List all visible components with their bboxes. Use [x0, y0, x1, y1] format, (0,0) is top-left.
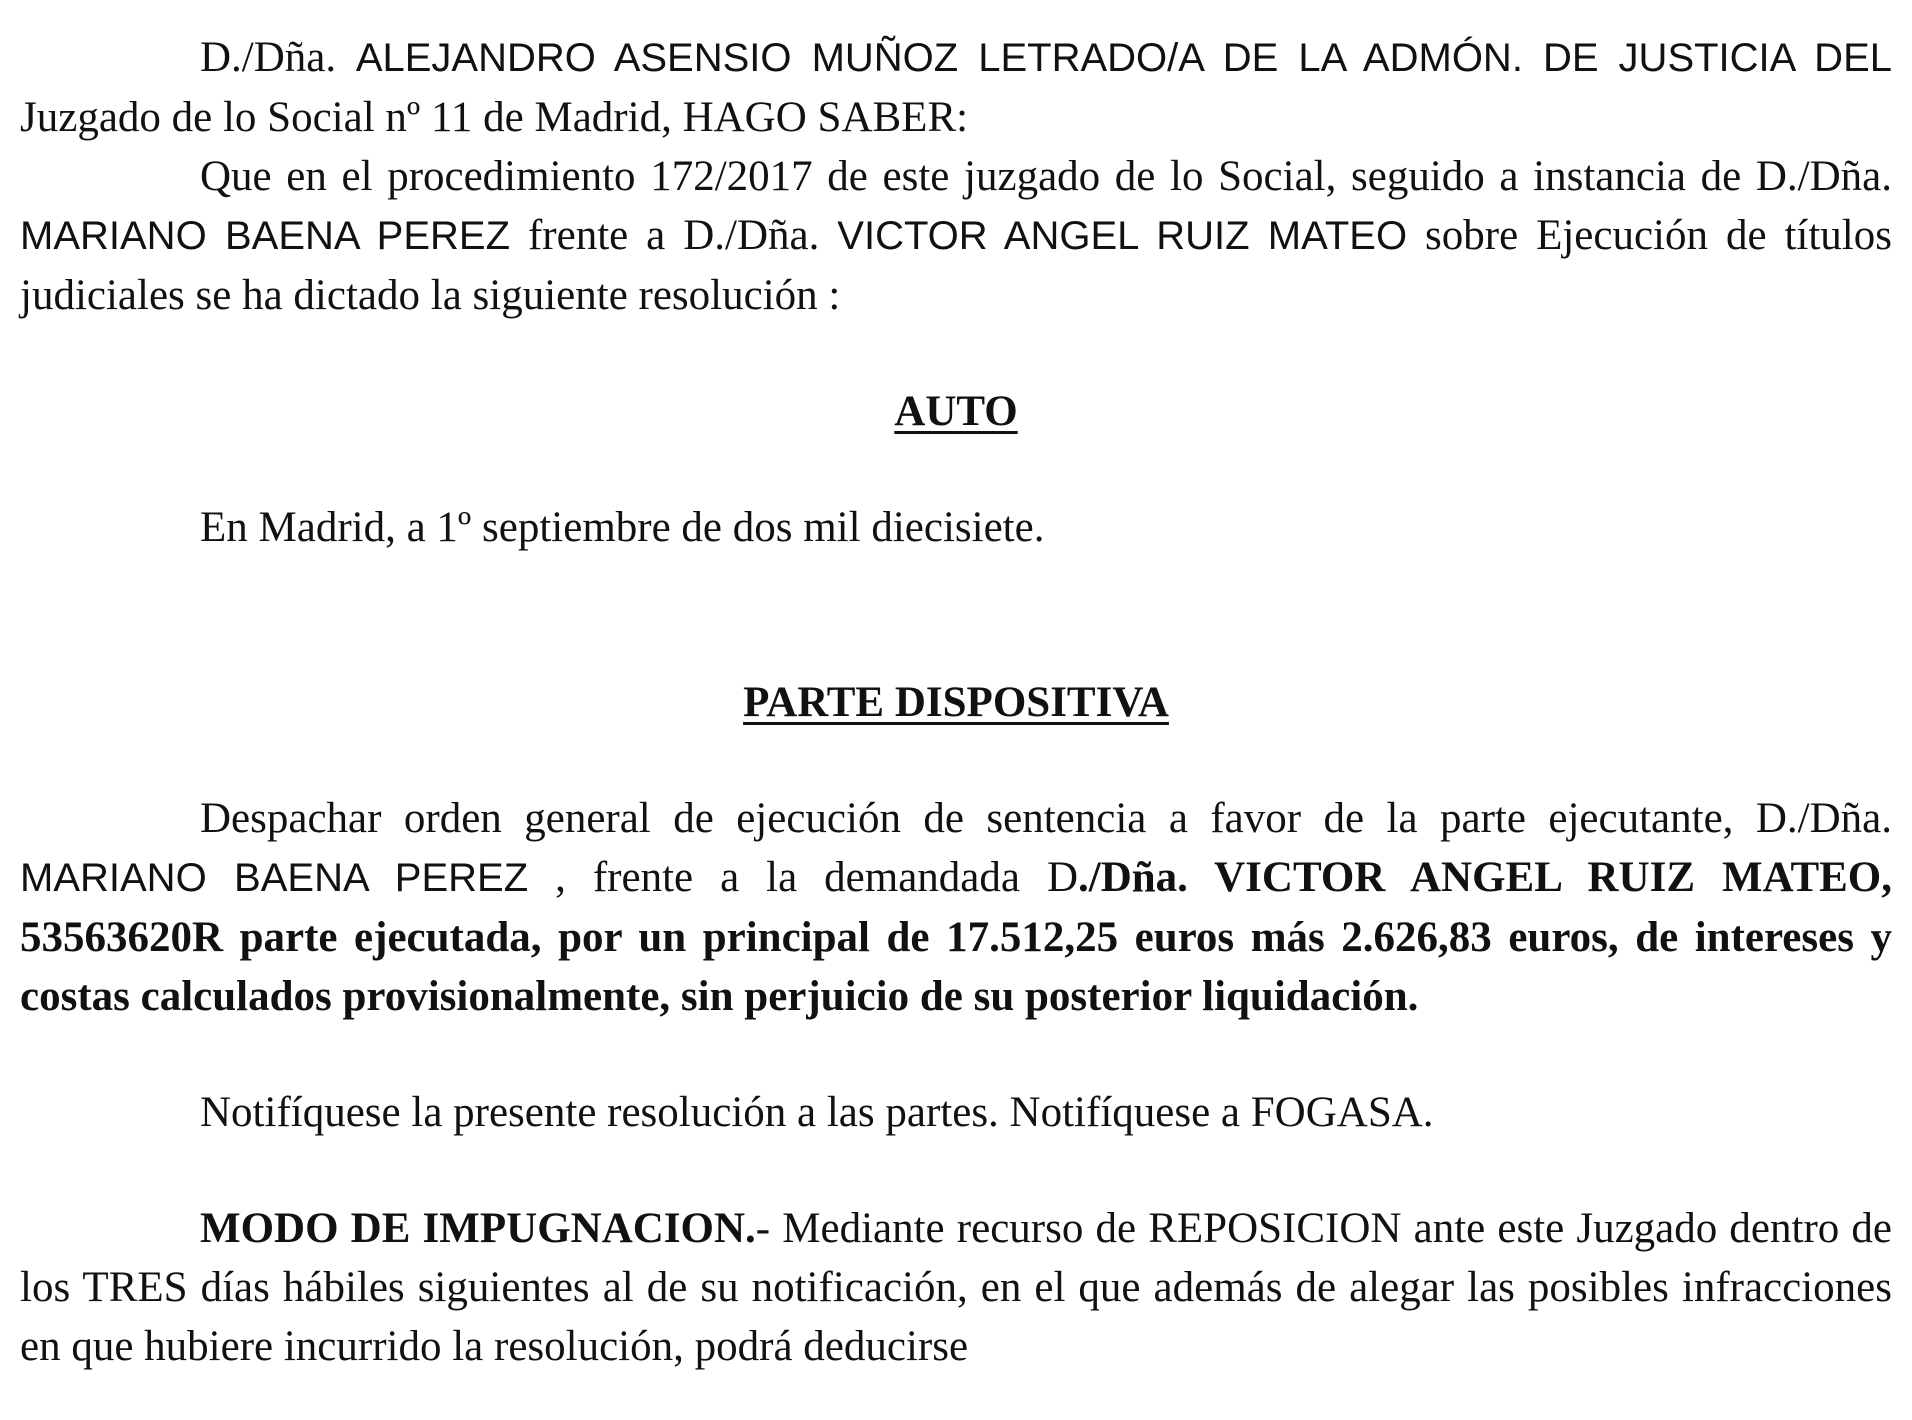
- dispositiva-bold: ./Dña. VICTOR ANGEL RUIZ MATEO, 53563620R parte ejecutada, por un principal de 17.512,25 euros más 2.626,83 euros, de intereses y costas calculados provisionalmente, sin perjuicio de su posterior liquidación.: [20, 854, 1893, 1020]
- spacer: [20, 1026, 1892, 1083]
- dispositiva-plaintiff: MARIANO BAENA PEREZ: [20, 856, 529, 900]
- impugnacion-paragraph: [20, 1199, 1892, 1376]
- header-suffix: Juzgado de lo Social nº 11 de Madrid, HAGO SABER:: [20, 94, 969, 141]
- notify-line: Notifíquese la presente resolución a las partes. Notifíquese a FOGASA.: [200, 1089, 1434, 1136]
- spacer: [20, 441, 1892, 498]
- dispositiva-heading: PARTE DISPOSITIVA: [743, 679, 1169, 726]
- auto-heading: AUTO: [894, 388, 1018, 435]
- intro-part3: sobre Ejecución de títulos judiciales se ha dictado la siguiente resolución :: [20, 212, 1892, 319]
- intro-part1: Que en el procedimiento 172/2017 de este juzgado de lo Social, seguido a instancia de D./Dña.: [200, 153, 1892, 200]
- intro-plaintiff: MARIANO BAENA PEREZ: [20, 214, 511, 258]
- dispositiva-paragraph: [20, 789, 1892, 1026]
- spacer: [20, 1142, 1892, 1199]
- spacer: [20, 557, 1892, 673]
- spacer: [20, 732, 1892, 789]
- date-line: En Madrid, a 1º septiembre de dos mil diecisiete.: [200, 504, 1045, 551]
- header-prefix: D./Dña.: [200, 34, 356, 81]
- intro-part2: frente a D./Dña.: [510, 212, 838, 259]
- impugnacion-text: - Mediante recurso de REPOSICION ante este Juzgado dentro de los TRES días hábiles siguientes al de su notificación, en el que además de alegar las posibles infracciones en que hubiere incurrido la resolución, podrá deducirse: [20, 1205, 1892, 1370]
- dispositiva-part2: , frente a la demandada D: [528, 854, 1078, 901]
- document-page: [20, 28, 1892, 1376]
- header-paragraph: [20, 28, 1892, 147]
- intro-paragraph: [20, 147, 1892, 325]
- intro-defendant: VICTOR ANGEL RUIZ MATEO: [837, 214, 1408, 258]
- secretary-name: ALEJANDRO ASENSIO MUÑOZ LETRADO/A DE LA ADMÓN. DE JUSTICIA DEL: [355, 36, 1892, 80]
- dispositiva-part1: Despachar orden general de ejecución de sentencia a favor de la parte ejecutante, D./Dña.: [200, 795, 1892, 842]
- spacer: [20, 325, 1892, 382]
- impugnacion-label: MODO DE IMPUGNACION.: [200, 1205, 756, 1252]
